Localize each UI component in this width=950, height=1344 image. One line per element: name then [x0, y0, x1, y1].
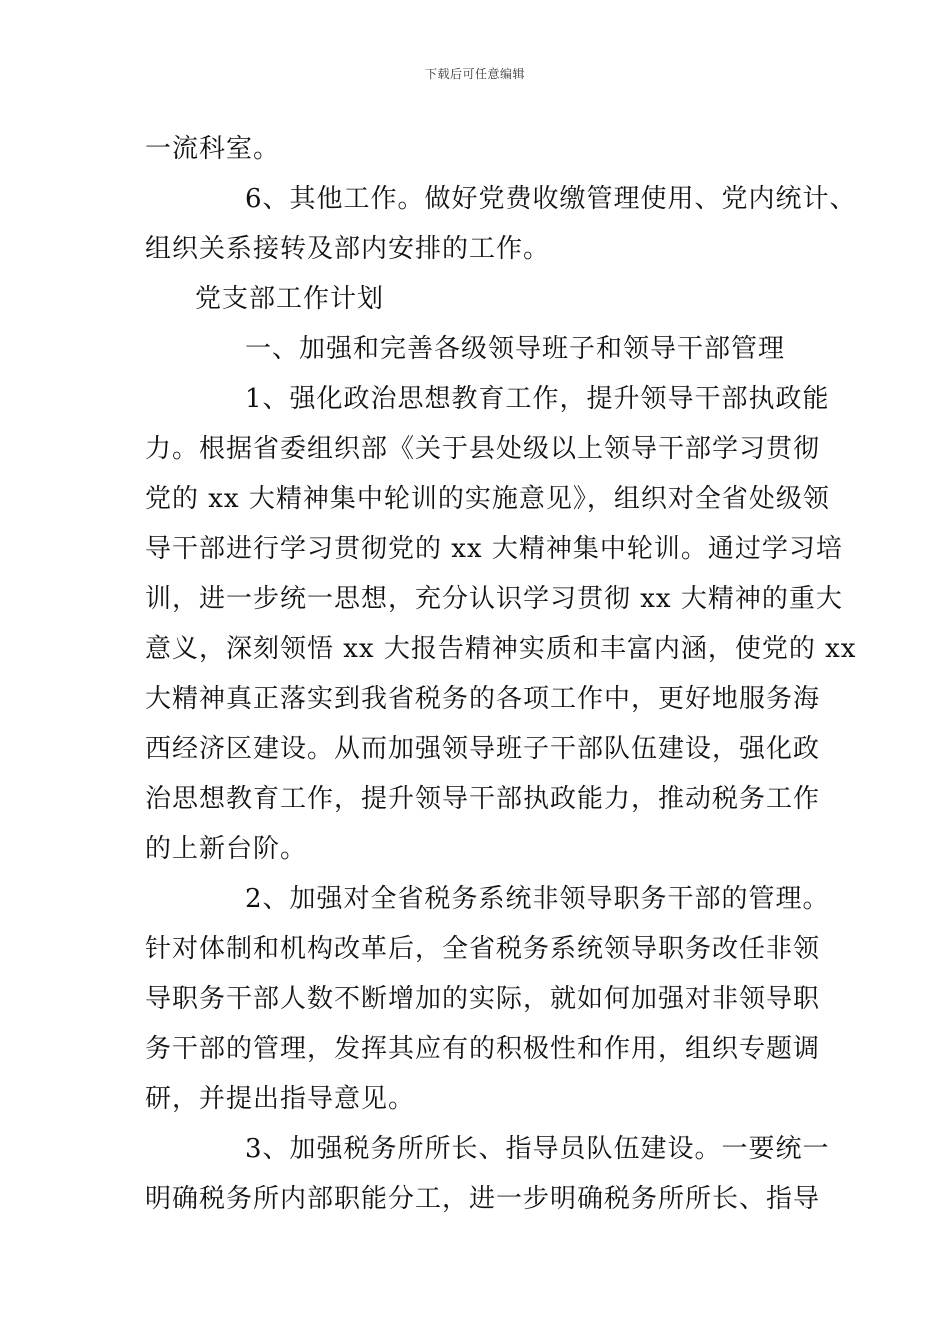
text-line: 组织关系接转及部内安排的工作。	[145, 234, 551, 264]
text-line: 2、加强对全省税务系统非领导职务干部的管理。	[245, 884, 830, 914]
text-line: 治思想教育工作，提升领导干部执政能力，推动税务工作	[145, 784, 821, 814]
subsection-heading: 一、加强和完善各级领导班子和领导干部管理	[245, 334, 786, 364]
text-line: 党的 xx 大精神集中轮训的实施意见》，组织对全省处级领	[145, 484, 830, 514]
text-line: 导职务干部人数不断增加的实际，就如何加强对非领导职	[145, 984, 821, 1014]
text-line: 务干部的管理，发挥其应有的积极性和作用，组织专题调	[145, 1034, 821, 1064]
page-header: 下载后可任意编辑	[424, 67, 525, 81]
text-line: 一流科室。	[145, 134, 281, 164]
text-line: 力。根据省委组织部《关于县处级以上领导干部学习贯彻	[145, 434, 821, 464]
text-line: 1、强化政治思想教育工作，提升领导干部执政能	[245, 384, 830, 414]
text-line: 明确税务所内部职能分工，进一步明确税务所所长、指导	[145, 1184, 821, 1214]
text-line: 导干部进行学习贯彻党的 xx 大精神集中轮训。通过学习培	[145, 534, 843, 564]
text-line: 意义，深刻领悟 xx 大报告精神实质和丰富内涵，使党的 xx	[145, 634, 857, 664]
text-line: 大精神真正落实到我省税务的各项工作中，更好地服务海	[145, 684, 821, 714]
text-line: 的上新台阶。	[145, 834, 308, 864]
text-line: 3、加强税务所所长、指导员队伍建设。一要统一	[245, 1134, 830, 1164]
text-line: 研，并提出指导意见。	[145, 1084, 416, 1114]
text-line: 训，进一步统一思想，充分认识学习贯彻 xx 大精神的重大	[145, 584, 843, 614]
text-line: 西经济区建设。从而加强领导班子干部队伍建设，强化政	[145, 734, 821, 764]
text-line: 6、其他工作。做好党费收缴管理使用、党内统计、	[245, 184, 857, 214]
text-line: 针对体制和机构改革后，全省税务系统领导职务改任非领	[145, 934, 821, 964]
section-heading: 党支部工作计划	[195, 284, 385, 314]
